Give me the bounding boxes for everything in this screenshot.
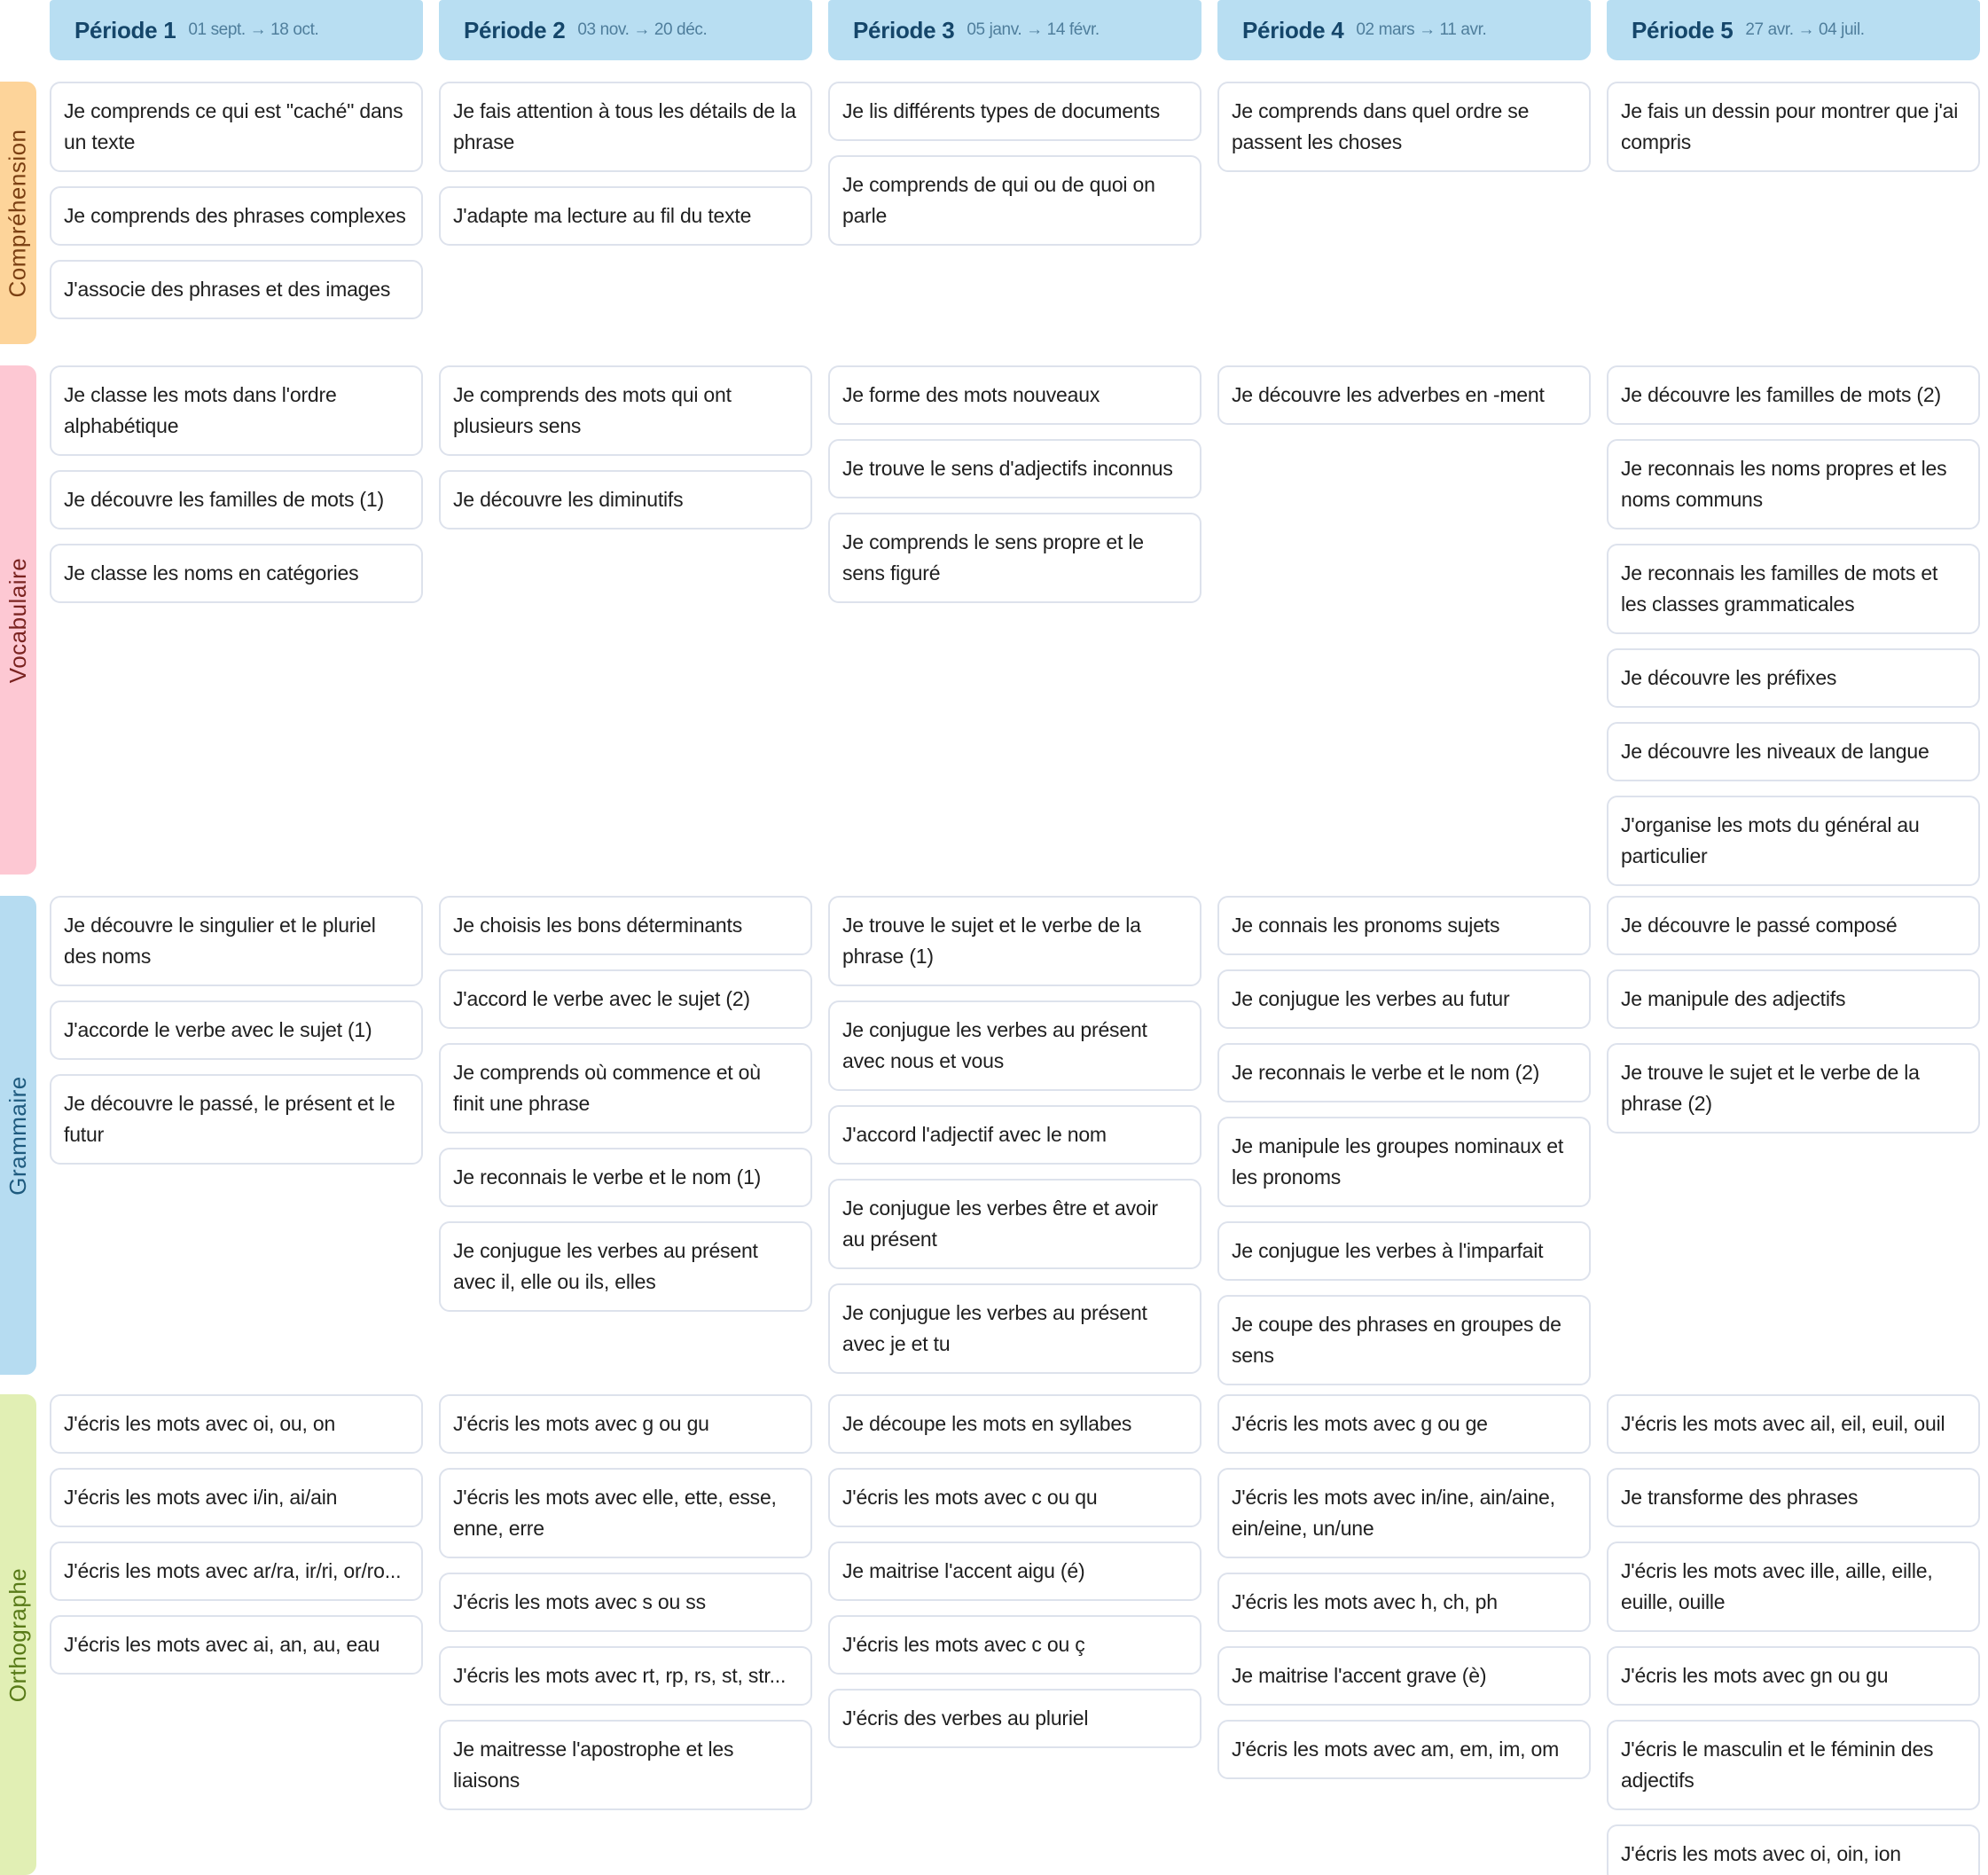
section-label-text: Compréhension	[4, 128, 31, 298]
period-column-5	[1607, 1394, 1980, 1875]
skill-card[interactable]: Je conjugue les verbes être et avoir au présent	[828, 1179, 1201, 1269]
period-column-1	[50, 1394, 423, 1675]
skill-card[interactable]: J'écris les mots avec s ou ss	[439, 1573, 812, 1632]
period-column-1	[50, 82, 423, 319]
skill-card[interactable]: Je comprends ce qui est "caché" dans un texte	[50, 82, 423, 172]
period-title: Période 4	[1242, 16, 1344, 43]
period-dates: 05 janv. → 14 févr.	[967, 20, 1100, 39]
skill-card[interactable]: Je fais un dessin pour montrer que j'ai compris	[1607, 82, 1980, 172]
skill-card[interactable]: Je découvre les familles de mots (1)	[50, 470, 423, 530]
period-column-5	[1607, 82, 1980, 172]
period-dates: 02 mars → 11 avr.	[1356, 20, 1487, 39]
section-vocabulaire	[0, 365, 1988, 875]
period-column-2	[439, 82, 812, 246]
skill-card[interactable]: J'accord le verbe avec le sujet (2)	[439, 969, 812, 1029]
skill-card[interactable]: Je reconnais les familles de mots et les classes grammaticales	[1607, 544, 1980, 634]
skill-card[interactable]: J'écris les mots avec g ou gu	[439, 1394, 812, 1454]
period-column-3	[828, 365, 1201, 603]
skill-card[interactable]: J'écris les mots avec am, em, im, om	[1217, 1720, 1591, 1779]
period-dates: 01 sept. → 18 oct.	[188, 20, 319, 39]
skill-card[interactable]: Je lis différents types de documents	[828, 82, 1201, 141]
skill-card[interactable]: Je conjugue les verbes au futur	[1217, 969, 1591, 1029]
skill-card[interactable]: Je reconnais les noms propres et les noms communs	[1607, 439, 1980, 530]
section-label-orthographe	[0, 1394, 36, 1875]
period-column-3	[828, 896, 1201, 1374]
skill-card[interactable]: Je manipule des adjectifs	[1607, 969, 1980, 1029]
skill-card[interactable]: Je transforme des phrases	[1607, 1468, 1980, 1527]
section-label-grammaire	[0, 896, 36, 1375]
section-grammaire	[0, 896, 1988, 1375]
period-column-5	[1607, 896, 1980, 1134]
section-label-text: Orthographe	[4, 1567, 32, 1702]
skill-card[interactable]: Je trouve le sujet et le verbe de la phrase (2)	[1607, 1043, 1980, 1134]
skill-card[interactable]: Je découvre les niveaux de langue	[1607, 722, 1980, 781]
section-columns	[50, 365, 1980, 886]
skill-card[interactable]: Je trouve le sens d'adjectifs inconnus	[828, 439, 1201, 498]
skill-card[interactable]: Je comprends le sens propre et le sens figuré	[828, 513, 1201, 603]
skill-card[interactable]: Je découvre le passé, le présent et le futur	[50, 1074, 423, 1165]
period-column-4	[1217, 1394, 1591, 1779]
skill-card[interactable]: Je conjugue les verbes à l'imparfait	[1217, 1221, 1591, 1281]
skill-card[interactable]: J'adapte ma lecture au fil du texte	[439, 186, 812, 246]
skill-card[interactable]: Je comprends des mots qui ont plusieurs sens	[439, 365, 812, 456]
skill-card[interactable]: J'associe des phrases et des images	[50, 260, 423, 319]
period-header-5	[1607, 0, 1980, 60]
skill-card[interactable]: J'écris les mots avec rt, rp, rs, st, str...	[439, 1646, 812, 1706]
skill-card[interactable]: J'écris le masculin et le féminin des adjectifs	[1607, 1720, 1980, 1810]
period-column-2	[439, 365, 812, 530]
skill-card[interactable]: J'écris les mots avec c ou qu	[828, 1468, 1201, 1527]
period-header-2	[439, 0, 812, 60]
skill-card[interactable]: Je découvre les diminutifs	[439, 470, 812, 530]
skill-card[interactable]: J'accorde le verbe avec le sujet (1)	[50, 1000, 423, 1060]
skill-card[interactable]: Je comprends dans quel ordre se passent les choses	[1217, 82, 1591, 172]
section-columns	[50, 82, 1980, 319]
period-dates: 27 avr. → 04 juil.	[1745, 20, 1865, 39]
section-orthographe	[0, 1394, 1988, 1875]
period-title: Période 1	[74, 16, 176, 43]
skill-card[interactable]: Je maitresse l'apostrophe et les liaisons	[439, 1720, 812, 1810]
period-column-5	[1607, 365, 1980, 886]
skill-card[interactable]: J'écris les mots avec ille, aille, eille, euille, ouille	[1607, 1542, 1980, 1632]
skill-card[interactable]: Je découvre les adverbes en -ment	[1217, 365, 1591, 425]
section-label-comprehension	[0, 82, 36, 344]
skill-card[interactable]: Je forme des mots nouveaux	[828, 365, 1201, 425]
skill-card[interactable]: Je découvre les familles de mots (2)	[1607, 365, 1980, 425]
section-comprehension	[0, 82, 1988, 344]
skill-card[interactable]: J'écris les mots avec h, ch, ph	[1217, 1573, 1591, 1632]
skill-card[interactable]: Je fais attention à tous les détails de la phrase	[439, 82, 812, 172]
period-column-2	[439, 1394, 812, 1810]
skill-card[interactable]: J'écris les mots avec elle, ette, esse, enne, erre	[439, 1468, 812, 1558]
period-column-1	[50, 896, 423, 1165]
section-columns	[50, 1394, 1980, 1875]
section-columns	[50, 896, 1980, 1385]
period-column-4	[1217, 82, 1591, 172]
period-header-4	[1217, 0, 1591, 60]
period-header-1	[50, 0, 423, 60]
period-title: Période 5	[1632, 16, 1734, 43]
section-label-text: Vocabulaire	[4, 557, 32, 683]
section-label-text: Grammaire	[4, 1075, 32, 1196]
period-column-3	[828, 82, 1201, 246]
skill-card[interactable]: Je trouve le sujet et le verbe de la phrase (1)	[828, 896, 1201, 986]
skill-card[interactable]: Je découvre le singulier et le pluriel des noms	[50, 896, 423, 986]
period-column-4	[1217, 365, 1591, 425]
skill-card[interactable]: J'écris les mots avec i/in, ai/ain	[50, 1468, 423, 1527]
skill-card[interactable]: Je reconnais le verbe et le nom (1)	[439, 1148, 812, 1207]
skill-card[interactable]: Je reconnais le verbe et le nom (2)	[1217, 1043, 1591, 1102]
period-column-4	[1217, 896, 1591, 1385]
period-title: Période 2	[464, 16, 566, 43]
skill-card[interactable]: J'écris les mots avec ail, eil, euil, ouil	[1607, 1394, 1980, 1454]
period-dates: 03 nov. → 20 déc.	[577, 20, 708, 39]
skill-card[interactable]: J'écris les mots avec c ou ç	[828, 1615, 1201, 1675]
period-header-row	[50, 0, 1980, 60]
skill-card[interactable]: Je comprends où commence et où finit une phrase	[439, 1043, 812, 1134]
skill-card[interactable]: Je comprends de qui ou de quoi on parle	[828, 155, 1201, 246]
period-column-2	[439, 896, 812, 1312]
period-column-1	[50, 365, 423, 603]
skill-card[interactable]: J'écris les mots avec ar/ra, ir/ri, or/ro...	[50, 1542, 423, 1601]
skill-card[interactable]: J'écris les mots avec g ou ge	[1217, 1394, 1591, 1454]
skill-card[interactable]: Je maitrise l'accent aigu (é)	[828, 1542, 1201, 1601]
skill-card[interactable]: Je découvre les préfixes	[1607, 648, 1980, 708]
skill-card[interactable]: Je maitrise l'accent grave (è)	[1217, 1646, 1591, 1706]
skill-card[interactable]: Je choisis les bons déterminants	[439, 896, 812, 955]
skill-card[interactable]: J'écris des verbes au pluriel	[828, 1689, 1201, 1748]
period-column-3	[828, 1394, 1201, 1748]
skill-card[interactable]: J'écris les mots avec gn ou gu	[1607, 1646, 1980, 1706]
skill-card[interactable]: Je connais les pronoms sujets	[1217, 896, 1591, 955]
skill-card[interactable]: Je manipule les groupes nominaux et les pronoms	[1217, 1117, 1591, 1207]
skill-card[interactable]: J'écris les mots avec oi, oin, ion	[1607, 1824, 1980, 1875]
section-label-vocabulaire	[0, 365, 36, 875]
skill-card[interactable]: Je conjugue les verbes au présent avec nous et vous	[828, 1000, 1201, 1091]
skill-card[interactable]: Je comprends des phrases complexes	[50, 186, 423, 246]
skill-card[interactable]: J'organise les mots du général au particulier	[1607, 796, 1980, 886]
skill-card[interactable]: Je coupe des phrases en groupes de sens	[1217, 1295, 1591, 1385]
skill-card[interactable]: Je découvre le passé composé	[1607, 896, 1980, 955]
period-title: Période 3	[853, 16, 955, 43]
skill-card[interactable]: J'écris les mots avec in/ine, ain/aine, ein/eine, un/une	[1217, 1468, 1591, 1558]
period-header-3	[828, 0, 1201, 60]
skill-card[interactable]: Je classe les noms en catégories	[50, 544, 423, 603]
skill-card[interactable]: J'écris les mots avec oi, ou, on	[50, 1394, 423, 1454]
skill-card[interactable]: Je découpe les mots en syllabes	[828, 1394, 1201, 1454]
skill-card[interactable]: J'écris les mots avec ai, an, au, eau	[50, 1615, 423, 1675]
skill-card[interactable]: J'accord l'adjectif avec le nom	[828, 1105, 1201, 1165]
skill-card[interactable]: Je conjugue les verbes au présent avec je et tu	[828, 1283, 1201, 1374]
skill-card[interactable]: Je conjugue les verbes au présent avec il, elle ou ils, elles	[439, 1221, 812, 1312]
skill-card[interactable]: Je classe les mots dans l'ordre alphabétique	[50, 365, 423, 456]
